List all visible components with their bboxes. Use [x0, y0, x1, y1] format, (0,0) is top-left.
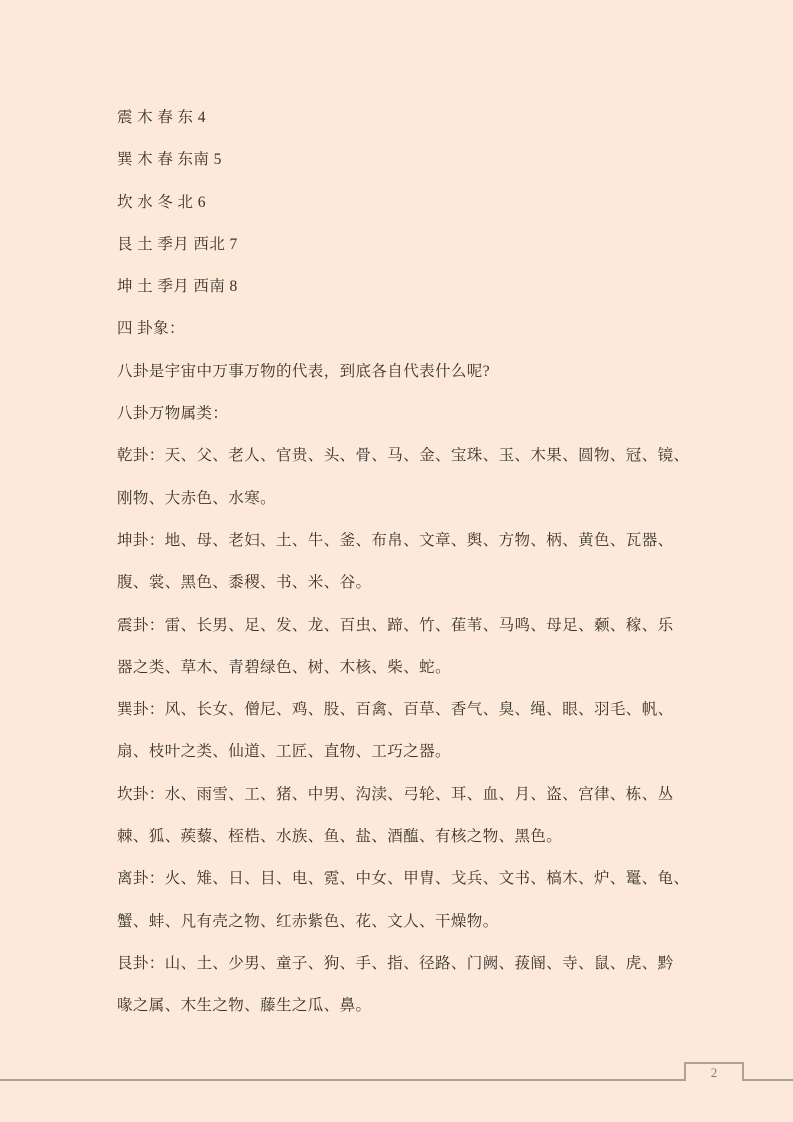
para-kan-gua-line-1: 坎卦：水、雨雪、工、猪、中男、沟渎、弓轮、耳、血、月、盗、宫律、栋、丛 — [117, 785, 674, 803]
para-zhen-gua-line-2: 器之类、草木、青碧绿色、树、木核、柴、蛇。 — [117, 658, 451, 676]
heading-bagua-categories: 八卦万物属类： — [117, 405, 229, 423]
line-kun-attributes: 坤 土 季月 西南 8 — [117, 278, 238, 296]
text-bagua-intro: 八卦是宇宙中万事万物的代表，到底各自代表什么呢? — [117, 362, 490, 380]
line-gen-attributes: 艮 土 季月 西北 7 — [117, 235, 238, 253]
heading-section-four-guaxiang: 四 卦象： — [117, 320, 185, 338]
footer-rule-right — [744, 1079, 793, 1081]
para-gen-gua-line-1: 艮卦：山、土、少男、童子、狗、手、指、径路、门阙、菝阍、寺、鼠、虎、黔 — [117, 954, 674, 972]
para-qian-gua-line-1: 乾卦：天、父、老人、官贵、头、骨、马、金、宝珠、玉、木果、圆物、冠、镜、 — [117, 447, 690, 465]
para-xun-gua-line-1: 巽卦：风、长女、僧尼、鸡、股、百禽、百草、香气、臭、绳、眼、羽毛、帆、 — [117, 701, 674, 719]
page-number-tab — [684, 1062, 744, 1081]
line-xun-attributes: 巽 木 春 东南 5 — [117, 151, 222, 169]
para-li-gua-line-2: 蟹、蚌、凡有壳之物、红赤紫色、花、文人、干燥物。 — [117, 912, 499, 930]
para-kun-gua-line-1: 坤卦：地、母、老妇、土、牛、釜、布帛、文章、舆、方物、柄、黄色、瓦器、 — [117, 531, 674, 549]
para-qian-gua-line-2: 刚物、大赤色、水寒。 — [117, 489, 277, 507]
line-kan-attributes: 坎 水 冬 北 6 — [117, 193, 206, 211]
para-kan-gua-line-2: 棘、狐、蒺藜、桎梏、水族、鱼、盐、酒醢、有核之物、黑色。 — [117, 828, 563, 846]
footer-rule-left — [0, 1079, 684, 1081]
para-xun-gua-line-2: 扇、枝叶之类、仙道、工匠、直物、工巧之器。 — [117, 743, 451, 761]
para-kun-gua-line-2: 腹、裳、黑色、黍稷、书、米、谷。 — [117, 574, 372, 592]
document-body — [117, 97, 690, 1028]
page-number: 2 — [710, 1065, 718, 1080]
para-zhen-gua-line-1: 震卦：雷、长男、足、发、龙、百虫、蹄、竹、萑苇、马鸣、母足、颡、稼、乐 — [117, 616, 674, 634]
para-li-gua-line-1: 离卦：火、雉、日、目、电、霓、中女、甲胄、戈兵、文书、槁木、炉、鼍、龟、 — [117, 870, 690, 888]
para-gen-gua-line-2: 喙之属、木生之物、藤生之瓜、鼻。 — [117, 997, 372, 1015]
line-zhen-attributes: 震 木 春 东 4 — [117, 109, 206, 126]
